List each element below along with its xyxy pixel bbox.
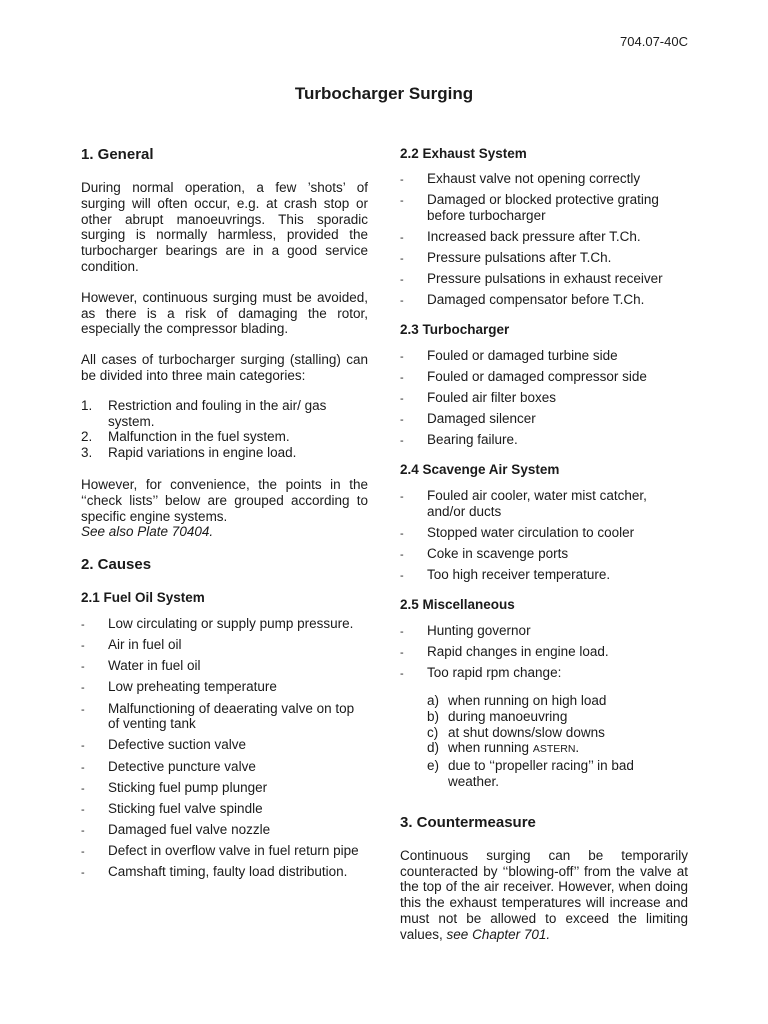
list-item: - Sticking fuel valve spindle bbox=[81, 801, 368, 817]
list-item: - Water in fuel oil bbox=[81, 658, 368, 674]
list-item: - Damaged silencer bbox=[400, 411, 688, 427]
sub-list-text: at shut downs/slow downs bbox=[448, 724, 605, 740]
turbocharger-heading: 2.3 Turbocharger bbox=[400, 322, 510, 338]
sub-list-text: when running on high load bbox=[448, 693, 607, 709]
sub-list-item bbox=[427, 725, 688, 741]
general-paragraph-1: During normal operation, a few ’shots’ of surging will often occur, e.g. at crash stop or other abrupt manoeuvrings. This sporadic surging is normally harmless, provided the turbocharger bearings are in a good service condition. bbox=[81, 180, 368, 274]
category-number: 1. bbox=[81, 397, 93, 413]
list-item: - Damaged compensator before T.Ch. bbox=[400, 292, 688, 308]
category-number: 3. bbox=[81, 445, 93, 461]
sub-list-text: due to ‘‘propeller racing’’ in bad weather. bbox=[448, 758, 634, 790]
sub-list-letter: a) bbox=[427, 693, 440, 709]
turbocharger-list bbox=[400, 348, 688, 448]
list-item: - Defective suction valve bbox=[81, 737, 368, 753]
general-paragraph-4-text: However, for convenience, the points in the ‘‘check lists’’ below are grouped according to specific engine systems. bbox=[81, 476, 368, 524]
category-item bbox=[81, 398, 368, 430]
miscellaneous-heading: 2.5 Miscellaneous bbox=[400, 597, 515, 613]
plate-reference: See also Plate 70404. bbox=[81, 524, 214, 540]
left-column bbox=[81, 146, 368, 894]
list-item: - Damaged fuel valve nozzle bbox=[81, 822, 368, 838]
chapter-reference: see Chapter 701. bbox=[446, 926, 551, 942]
exhaust-heading: 2.2 Exhaust System bbox=[400, 146, 527, 161]
sub-list-text: when running bbox=[448, 740, 530, 756]
list-item: - Air in fuel oil bbox=[81, 637, 368, 653]
scavenge-heading: 2.4 Scavenge Air System bbox=[400, 462, 560, 478]
rpm-change-sublist bbox=[427, 693, 688, 790]
list-item: - Fouled or damaged turbine side bbox=[400, 348, 688, 364]
list-item: - Coke in scavenge ports bbox=[400, 546, 688, 562]
sub-list-item bbox=[427, 693, 688, 709]
fuel-oil-heading: 2.1 Fuel Oil System bbox=[81, 590, 205, 606]
list-item: - Detective puncture valve bbox=[81, 759, 368, 775]
list-item: - Rapid changes in engine load. bbox=[400, 644, 688, 660]
list-item: - Damaged or blocked protective grating before turbocharger bbox=[400, 192, 688, 224]
sub-list-letter: b) bbox=[427, 708, 440, 724]
category-text: Restriction and fouling in the air/ gas system. bbox=[108, 397, 327, 429]
list-item: - Low circulating or supply pump pressure. bbox=[81, 616, 368, 632]
sub-list-letter: d) bbox=[427, 740, 440, 756]
astern-word: ASTERN bbox=[532, 743, 576, 756]
category-list bbox=[81, 398, 368, 461]
countermeasure-text: Continuous surging can be temporarily counteracted by ‘‘blowing-off’’ from the valve at the top of the air receiver. However, when doing this the exhaust temperatures will increase and must not be allowed to exceed the limiting values, bbox=[400, 847, 688, 942]
category-item bbox=[81, 429, 368, 445]
list-item: - Hunting governor bbox=[400, 623, 688, 639]
general-paragraph-4 bbox=[81, 477, 368, 540]
list-item: - Camshaft timing, faulty load distribution. bbox=[81, 864, 368, 880]
list-item: - Fouled air cooler, water mist catcher, and/or ducts bbox=[400, 488, 688, 520]
list-item: - Too high receiver temperature. bbox=[400, 567, 688, 583]
list-item: - Too rapid rpm change: bbox=[400, 665, 688, 681]
list-item: - Exhaust valve not opening correctly bbox=[400, 171, 688, 187]
list-item: - Pressure pulsations after T.Ch. bbox=[400, 250, 688, 266]
countermeasure-paragraph bbox=[400, 848, 688, 943]
list-item: - Fouled or damaged compressor side bbox=[400, 369, 688, 385]
section-countermeasure-heading: 3. Countermeasure bbox=[400, 813, 536, 831]
sub-list-item bbox=[427, 740, 688, 758]
list-item: - Bearing failure. bbox=[400, 432, 688, 448]
general-paragraph-2: However, continuous surging must be avoided, as there is a risk of damaging the rotor, especially the compressor blading. bbox=[81, 289, 368, 337]
category-text: Rapid variations in engine load. bbox=[108, 445, 297, 461]
list-item: - Stopped water circulation to cooler bbox=[400, 525, 688, 541]
sub-list-item bbox=[427, 709, 688, 725]
exhaust-list bbox=[400, 171, 688, 308]
list-item: - Defect in overflow valve in fuel return pipe bbox=[81, 843, 368, 859]
sub-list-letter: c) bbox=[427, 724, 439, 740]
fuel-oil-list bbox=[81, 616, 368, 880]
scavenge-list bbox=[400, 488, 688, 583]
sub-list-letter: e) bbox=[427, 758, 440, 774]
miscellaneous-list bbox=[400, 623, 688, 681]
document-code: 704.07-40C bbox=[620, 34, 688, 49]
sub-list-suffix: . bbox=[575, 740, 580, 756]
list-item: - Malfunctioning of deaerating valve on top of venting tank bbox=[81, 701, 368, 733]
sub-list-item bbox=[427, 758, 688, 790]
list-item: - Sticking fuel pump plunger bbox=[81, 780, 368, 796]
page-title: Turbocharger Surging bbox=[294, 84, 474, 103]
list-item: - Increased back pressure after T.Ch. bbox=[400, 229, 688, 245]
list-item: - Low preheating temperature bbox=[81, 679, 368, 695]
category-number: 2. bbox=[81, 429, 93, 445]
section-causes-heading: 2. Causes bbox=[81, 556, 152, 574]
list-item: - Pressure pulsations in exhaust receiver bbox=[400, 271, 688, 287]
sub-list-text: during manoeuvring bbox=[448, 708, 568, 724]
category-text: Malfunction in the fuel system. bbox=[108, 429, 290, 445]
general-paragraph-3: All cases of turbocharger surging (stalling) can be divided into three main categories: bbox=[81, 352, 368, 383]
section-general-heading: 1. General bbox=[81, 146, 154, 163]
list-item: - Fouled air filter boxes bbox=[400, 390, 688, 406]
category-item bbox=[81, 445, 368, 461]
right-column bbox=[400, 146, 688, 958]
